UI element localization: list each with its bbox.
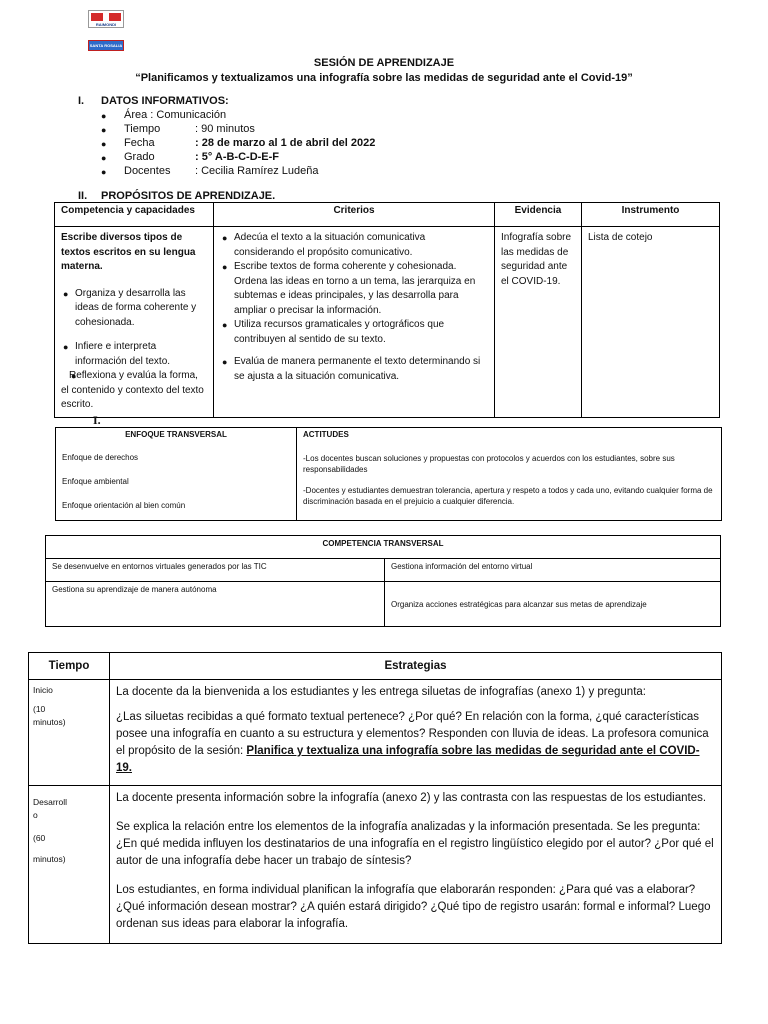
estrategia-text: ¿Las siluetas recibidas a qué formato textual pertenece? ¿Por qué? En relación con la forma, ¿qué características posee una infografía en cuanto a su estructura y elementos? Responden con lluvia de ideas. La profesora comunica el propósito de la sesión:	[116, 711, 709, 757]
info-value-tiempo: : 90 minutos	[195, 123, 255, 135]
logo-flag-left	[91, 13, 103, 21]
tiempo-inicio-cell	[29, 680, 110, 786]
tiempo-desarrollo-cell	[29, 786, 110, 944]
info-value-grado: : 5° A-B-C-D-E-F	[195, 151, 280, 163]
competencia-transversal-table	[45, 535, 721, 627]
tiempo-duration: minutos)	[33, 854, 66, 864]
info-value-docentes: : Cecilia Ramírez Ludeña	[195, 165, 319, 177]
stray-section-mark: I.	[93, 413, 101, 427]
enfoque-item: Enfoque orientación al bien común	[62, 501, 186, 510]
header-evidencia: Evidencia	[495, 203, 582, 227]
estrategia-paragraph: Los estudiantes, en forma individual planifican la infografía que elaborarán responden: ¿Para qué vas a elaborar? ¿Qué información desean mostrar? ¿A quién estará dirigido? ¿Qué tipo de registro usarán: formal e informal? Luego ordenan sus ideas para elaborar la infografía.	[116, 884, 711, 930]
capacidad-item: ● Reflexiona y evalúa la forma, el contenido y contexto del texto escrito.	[61, 369, 207, 413]
bullet-icon: ●	[101, 167, 107, 177]
bullet-icon: ●	[101, 153, 107, 163]
tiempo-label: Desarroll o	[33, 797, 68, 820]
estrategia-inicio-cell	[110, 680, 722, 786]
tiempo-label: Inicio	[33, 685, 53, 695]
propositos-table	[54, 202, 720, 418]
info-value-fecha: : 28 de marzo al 1 de abril del 2022	[195, 137, 376, 149]
session-purpose: Planifica y textualiza una infografía sobre las medidas de seguridad ante el COVID- 19.	[116, 745, 700, 774]
header-tiempo: Tiempo	[29, 653, 110, 680]
criterio-item: ● Evalúa de manera permanente el texto determinando si se ajusta a la situación comunicativa.	[220, 355, 488, 384]
criterio-item: ● Adecúa el texto a la situación comunicativa considerando el propósito comunicativo.	[220, 231, 488, 260]
section-number-2: II.	[78, 190, 88, 202]
estrategia-paragraph	[116, 709, 715, 777]
section-heading-datos: DATOS INFORMATIVOS:	[101, 95, 229, 107]
estrategia-paragraph: La docente presenta información sobre la infografía (anexo 2) y las contrasta con las respuestas de los estudiantes.	[116, 792, 707, 804]
criterio-item: ● Escribe textos de forma coherente y cohesionada. Ordena las ideas en torno a un tema, las jerarquiza en subtemas e ideas principales, y las desarrolla para ampliar o precisar la información.	[220, 260, 488, 318]
competencia-title: Escribe diversos tipos de textos escritos en su lengua materna.	[61, 232, 196, 272]
bullet-icon: ●	[101, 111, 107, 121]
info-label-tiempo: Tiempo	[124, 123, 161, 135]
tiempo-duration: (10 minutos)	[33, 704, 66, 727]
enfoque-table	[55, 427, 722, 521]
school-logo-banner: SANTA ROSALIA	[88, 40, 124, 51]
info-label-docentes: Docentes	[124, 165, 171, 177]
enfoque-header: ENFOQUE TRANSVERSAL	[125, 430, 227, 439]
info-area: Área : Comunicación	[124, 109, 227, 121]
estrategia-paragraph: Se explica la relación entre los elementos de la infografía analizadas y la información presentada. Se les pregunta: ¿En qué medida influyen los destinatarios de una infografía en el registro lingüístico elegido por el autor? ¿Por qué el autor de una infografía debe hacer un trabajo de síntesis?	[116, 821, 714, 867]
header-estrategias: Estrategias	[110, 653, 722, 680]
bullet-icon: ●	[101, 125, 107, 135]
actitud-item: -Docentes y estudiantes demuestran tolerancia, apertura y respeto a todos y cada uno, evitando cualquier forma de discriminación basada en el prejuicio a cualquier diferencia.	[303, 486, 713, 506]
capacidad-transversal-cell: Organiza acciones estratégicas para alcanzar sus metas de aprendizaje	[385, 582, 721, 627]
section-number-1: I.	[78, 95, 85, 107]
evidencia-cell: Infografía sobre las medidas de seguridad ante el COVID-19.	[495, 227, 582, 418]
criterios-cell	[214, 227, 495, 418]
enfoque-item: Enfoque ambiental	[62, 477, 129, 486]
instrumento-cell: Lista de cotejo	[582, 227, 720, 418]
enfoque-cell	[56, 428, 297, 521]
competencia-transversal-cell: Se desenvuelve en entornos virtuales generados por las TIC	[46, 559, 385, 582]
competencia-cell	[55, 227, 214, 418]
competencia-transversal-header: COMPETENCIA TRANSVERSAL	[46, 536, 721, 559]
page-subtitle: “Planificamos y textualizamos una infografía sobre las medidas de seguridad ante el Covid-19”	[135, 72, 633, 84]
capacidad-item: ● Infiere e interpreta información del texto.	[61, 340, 207, 369]
actitudes-header: ACTITUDES	[303, 430, 349, 439]
header-instrumento: Instrumento	[582, 203, 720, 227]
estrategia-paragraph: La docente da la bienvenida a los estudiantes y les entrega siluetas de infografías (anexo 1) y pregunta:	[116, 686, 646, 698]
section-heading-propositos: PROPÓSITOS DE APRENDIZAJE.	[101, 190, 276, 202]
bullet-icon: ●	[101, 139, 107, 149]
criterio-item: ● Utiliza recursos gramaticales y ortográficos que contribuyen al sentido de su texto.	[220, 318, 488, 347]
actitudes-cell	[297, 428, 722, 521]
estrategia-desarrollo-cell	[110, 786, 722, 944]
info-label-grado: Grado	[124, 151, 155, 163]
capacidad-item: ● Organiza y desarrolla las ideas de forma coherente y cohesionada.	[61, 287, 207, 331]
header-criterios: Criterios	[214, 203, 495, 227]
enfoque-item: Enfoque de derechos	[62, 453, 139, 462]
info-label-fecha: Fecha	[124, 137, 155, 149]
logo-text: RAIMONDI	[95, 22, 117, 27]
header-competencia: Competencia y capacidades	[55, 203, 214, 227]
capacidad-transversal-cell: Gestiona información del entorno virtual	[385, 559, 721, 582]
tiempo-duration: (60	[33, 833, 46, 843]
page-title: SESIÓN DE APRENDIZAJE	[313, 57, 455, 69]
logo-flag-right	[109, 13, 121, 21]
competencia-transversal-cell: Gestiona su aprendizaje de manera autónoma	[46, 582, 385, 627]
school-logo	[88, 10, 124, 28]
estrategias-table	[28, 652, 722, 944]
actitud-item: -Los docentes buscan soluciones y propuestas con protocolos y acuerdos con los estudiantes, sobre sus responsabilidades	[303, 454, 675, 474]
